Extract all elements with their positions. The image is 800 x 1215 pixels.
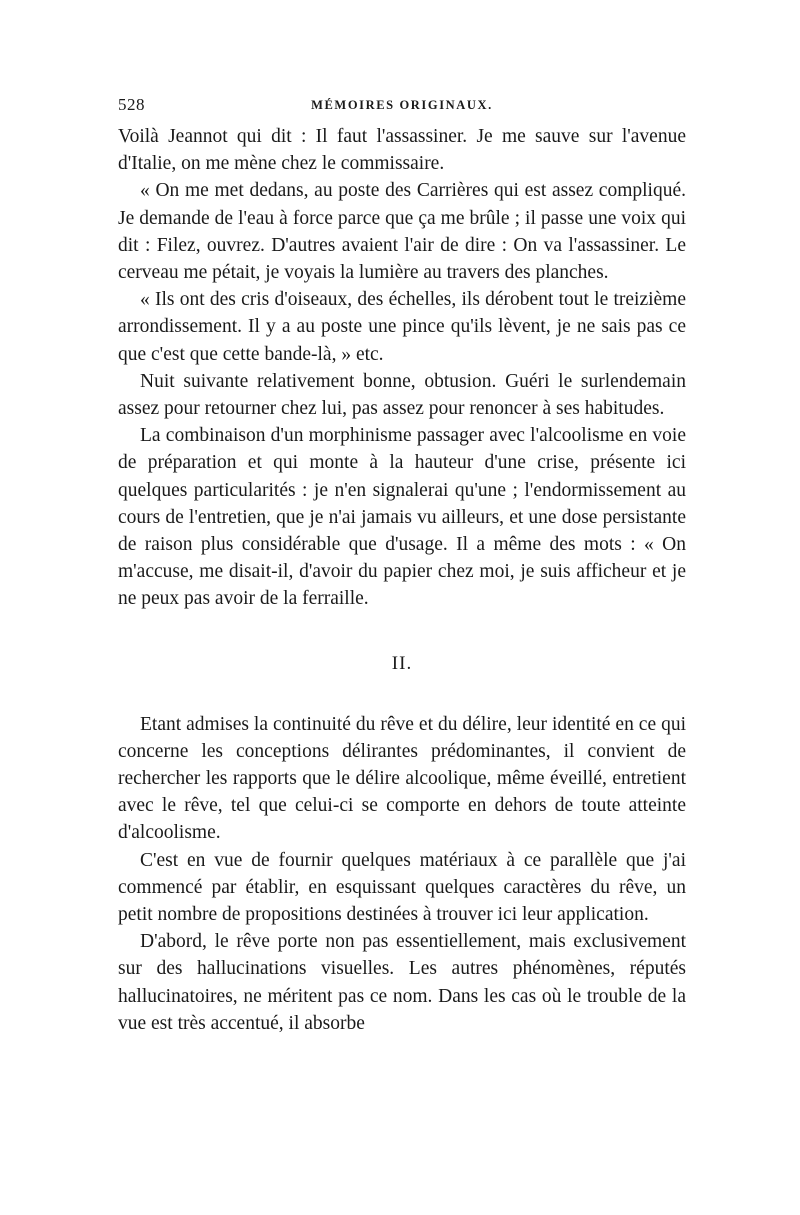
paragraph: Voilà Jeannot qui dit : Il faut l'assassiner. Je me sauve sur l'avenue d'Italie, on me mène chez le commissaire. xyxy=(118,126,686,175)
section-2-text xyxy=(118,711,686,1037)
book-page xyxy=(118,95,686,1037)
paragraph: C'est en vue de fournir quelques matériaux à ce parallèle que j'ai commencé par établir, en esquissant quelques caractères du rêve, un petit nombre de propositions destinées à trouver ici leur application. xyxy=(118,849,686,926)
running-title: MÉMOIRES ORIGINAUX. xyxy=(311,98,493,112)
page-header xyxy=(118,95,686,119)
section-heading: II. xyxy=(391,652,413,674)
page-number: 528 xyxy=(118,95,145,114)
paragraph: Etant admises la continuité du rêve et du délire, leur identité en ce qui concerne les conceptions délirantes prédominantes, il convient de rechercher les rapports que le délire alcoolique, même éveillé, entretient avec le rêve, tel que celui-ci se comporte en dehors de toute atteinte d'alcoolisme. xyxy=(118,713,686,844)
paragraph: La combinaison d'un morphinisme passager avec l'alcoolisme en voie de préparation et qui monte à la hauteur d'une crise, présente ici quelques particularités : je n'en signalerai qu'une ; l'endormissement au cours de l'entretien, que je n'ai jamais vu ailleurs, et une dose persistante de raison plus considérable que d'usage. Il a même des mots : « On m'accuse, me disait-il, d'avoir du papier chez moi, je suis afficheur et je ne peux pas avoir de la ferraille. xyxy=(118,425,686,610)
paragraph: « Ils ont des cris d'oiseaux, des échelles, ils dérobent tout le treizième arrondissement. Il y a au poste une pince qu'ils lèvent, je ne sais pas ce que c'est que cette bande-là, » etc. xyxy=(118,289,686,365)
paragraph: Nuit suivante relativement bonne, obtusion. Guéri le surlendemain assez pour retourner chez lui, pas assez pour renoncer à ses habitudes. xyxy=(118,370,686,420)
paragraph: D'abord, le rêve porte non pas essentiellement, mais exclusivement sur des hallucinations visuelles. Les autres phénomènes, réputés hallucinatoires, ne méritent pas ce nom. Dans les cas où le trouble de la vue est très accentué, il absorbe xyxy=(118,931,686,1034)
section-1-text xyxy=(118,123,686,613)
paragraph: « On me met dedans, au poste des Carrières qui est assez compliqué. Je demande de l'eau à force parce que ça me brûle ; il passe une voix qui dit : Filez, ouvrez. D'autres avaient l'air de dire : On va l'assassiner. Le cerveau me pétait, je voyais la lumière au travers des planches. xyxy=(118,180,686,284)
